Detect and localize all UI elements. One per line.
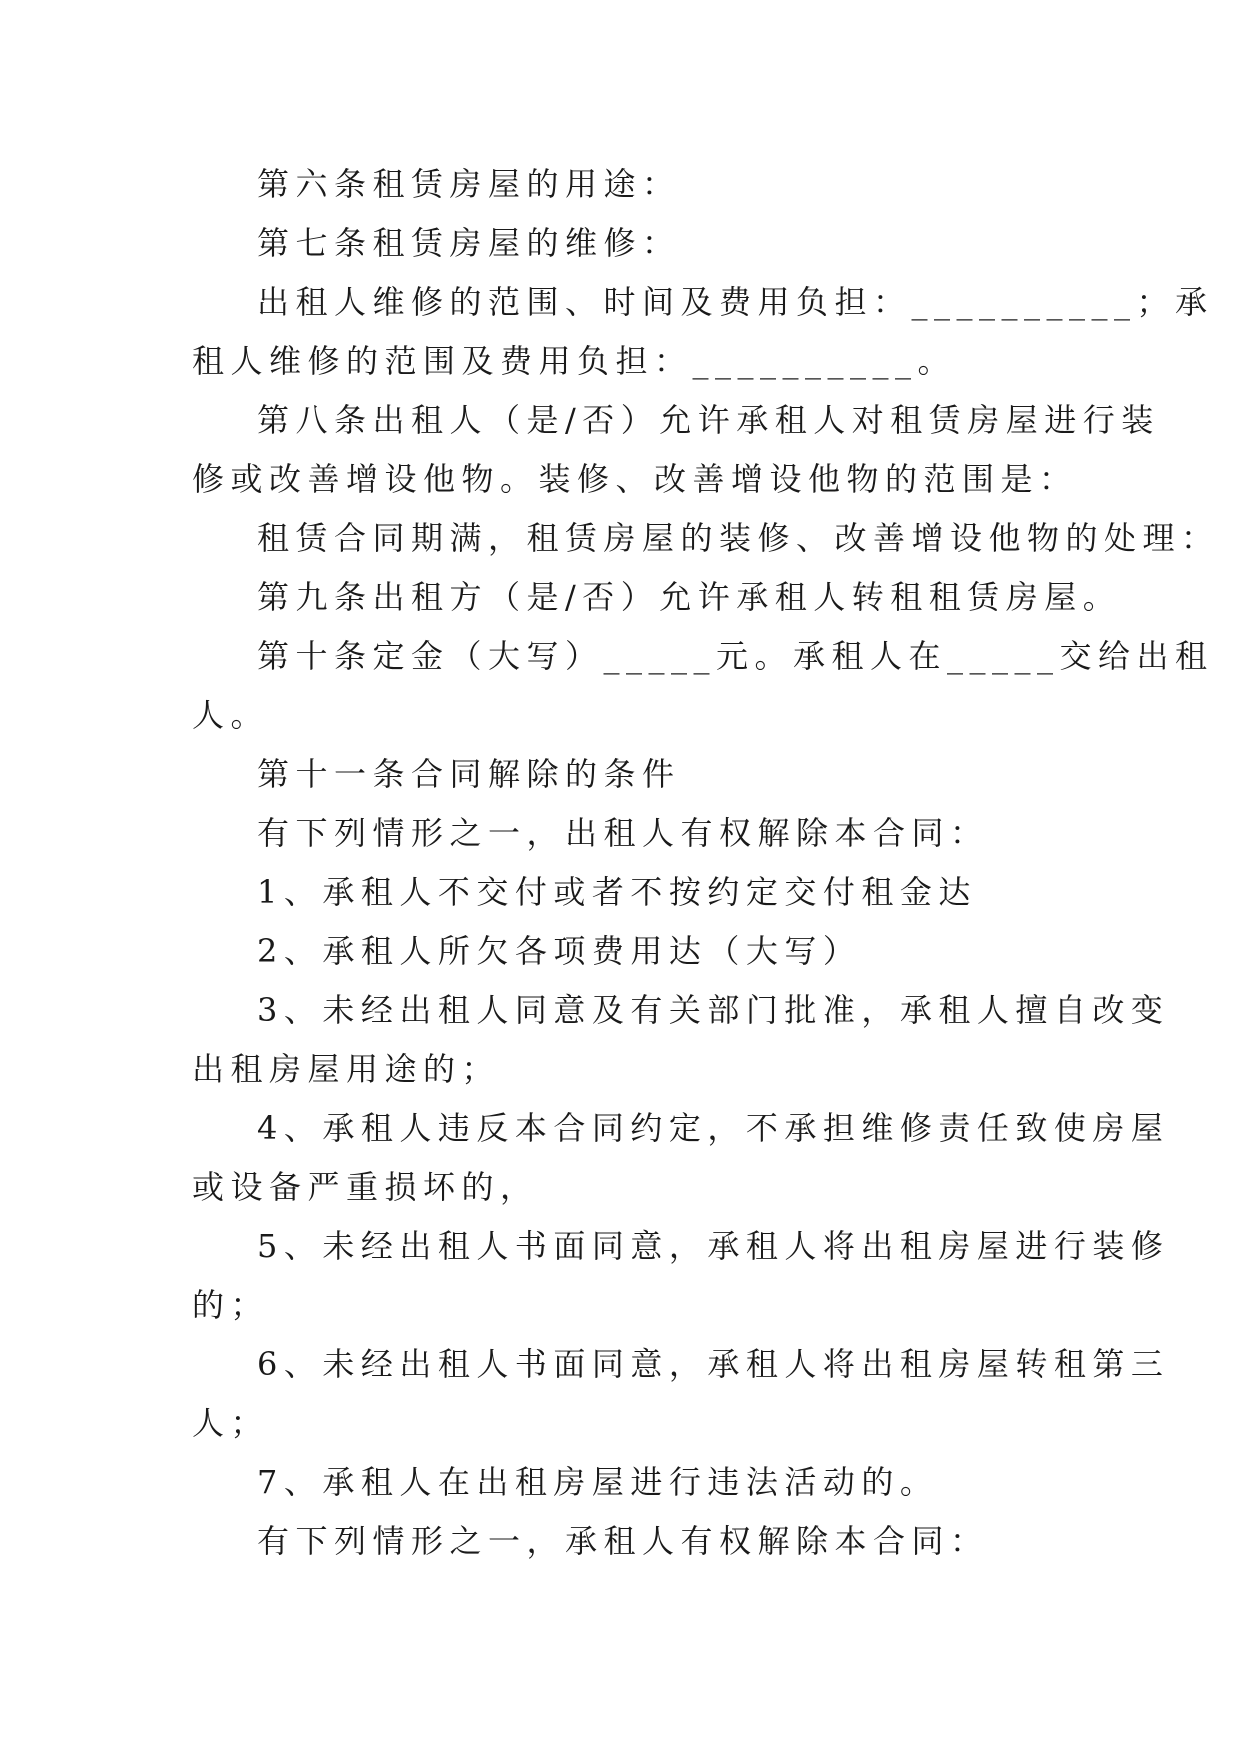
- article-9-line: 第九条出租方（是/否）允许承租人转租租赁房屋。: [257, 578, 1122, 616]
- lessor-condition-6-line-1: 6、未经出租人书面同意，承租人将出租房屋转租第三: [257, 1345, 1170, 1383]
- lessor-condition-5-line-2: 的；: [192, 1286, 270, 1324]
- article-7-heading: 第七条租赁房屋的维修：: [257, 224, 681, 262]
- article-8-line-2: 修或改善增设他物。装修、改善增设他物的范围是：: [192, 460, 1078, 498]
- article-11-heading: 第十一条合同解除的条件: [257, 755, 681, 793]
- article-10-line-2: 人。: [192, 696, 270, 734]
- article-7-lessee-repair-line: 租人维修的范围及费用负担：__________。: [192, 342, 957, 380]
- article-8-line-1: 第八条出租人（是/否）允许承租人对租赁房屋进行装: [257, 401, 1160, 439]
- article-7-lessor-repair-line: 出租人维修的范围、时间及费用负担：__________；承: [257, 283, 1214, 321]
- lessor-condition-7: 7、承租人在出租房屋进行违法活动的。: [257, 1463, 939, 1501]
- lessor-condition-5-line-1: 5、未经出租人书面同意，承租人将出租房屋进行装修: [257, 1227, 1170, 1265]
- article-8-expiry-line: 租赁合同期满，租赁房屋的装修、改善增设他物的处理：: [257, 519, 1220, 557]
- lessor-termination-intro: 有下列情形之一，出租人有权解除本合同：: [257, 814, 989, 852]
- article-10-line-1: 第十条定金（大写）_____元。承租人在_____交给出租: [257, 637, 1214, 675]
- lessor-condition-4-line-2: 或设备严重损坏的，: [192, 1168, 539, 1206]
- lessor-condition-6-line-2: 人；: [192, 1404, 270, 1442]
- lessor-condition-1: 1、承租人不交付或者不按约定交付租金达: [257, 873, 977, 911]
- lessee-termination-intro: 有下列情形之一，承租人有权解除本合同：: [257, 1522, 989, 1560]
- article-6-line: 第六条租赁房屋的用途：: [257, 165, 681, 203]
- lessor-condition-3-line-1: 3、未经出租人同意及有关部门批准，承租人擅自改变: [257, 991, 1170, 1029]
- lessor-condition-2: 2、承租人所欠各项费用达（大写）: [257, 932, 862, 970]
- lessor-condition-3-line-2: 出租房屋用途的；: [192, 1050, 501, 1088]
- lessor-condition-4-line-1: 4、承租人违反本合同约定，不承担维修责任致使房屋: [257, 1109, 1170, 1147]
